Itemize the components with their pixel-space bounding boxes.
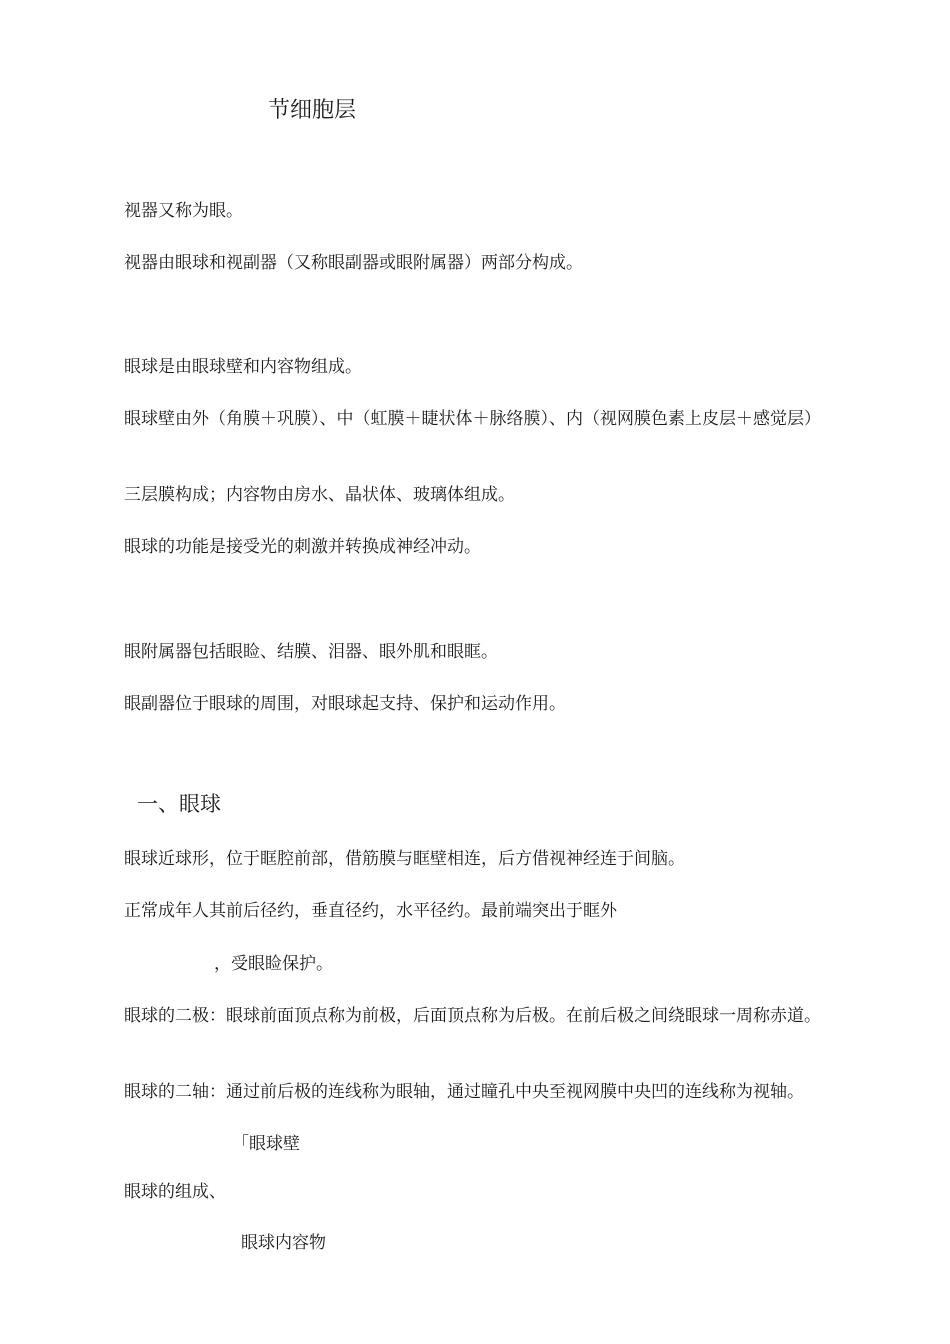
paragraph-three-layers: 三层膜构成；内容物由房水、晶状体、玻璃体组成。	[124, 485, 515, 505]
label-eyeball-contents: 眼球内容物	[241, 1233, 326, 1253]
paragraph-eyeball-wall: 眼球壁由外（角膜＋巩膜）、中（虹膜＋睫状体＋脉络膜）、内（视网膜色素上皮层＋感觉层）	[124, 409, 821, 429]
paragraph-accessory-organs: 眼附属器包括眼睑、结膜、泪器、眼外肌和眼眶。	[124, 642, 498, 662]
paragraph-function: 眼球的功能是接受光的刺激并转换成神经冲动。	[124, 537, 481, 557]
paragraph-dimensions: 正常成年人其前后径约，垂直径约，水平径约。最前端突出于眶外	[124, 901, 617, 921]
label-eyeball-composition: 眼球的组成、	[124, 1182, 226, 1202]
paragraph-two-axes: 眼球的二轴：通过前后极的连线称为眼轴，通过瞳孔中央至视网膜中央凹的连线称为视轴。	[124, 1082, 804, 1102]
paragraph-shape: 眼球近球形，位于眶腔前部，借筋膜与眶壁相连，后方借视神经连于间脑。	[124, 849, 685, 869]
paragraph-eyelid-protection: ，受眼睑保护。	[214, 954, 333, 974]
page-title: 节细胞层	[268, 98, 357, 123]
paragraph-definition: 视器又称为眼。	[124, 201, 243, 221]
bracket-eyeball-wall: 「眼球壁	[232, 1134, 300, 1154]
paragraph-two-poles: 眼球的二极：眼球前面顶点称为前极，后面顶点称为后极。在前后极之间绕眼球一周称赤道。	[124, 1006, 821, 1026]
paragraph-accessory-role: 眼副器位于眼球的周围，对眼球起支持、保护和运动作用。	[124, 694, 566, 714]
paragraph-eyeball-composition: 眼球是由眼球壁和内容物组成。	[124, 357, 362, 377]
section-heading-eyeball: 一、眼球	[137, 792, 221, 816]
paragraph-components: 视器由眼球和视副器（又称眼副器或眼附属器）两部分构成。	[124, 253, 583, 273]
